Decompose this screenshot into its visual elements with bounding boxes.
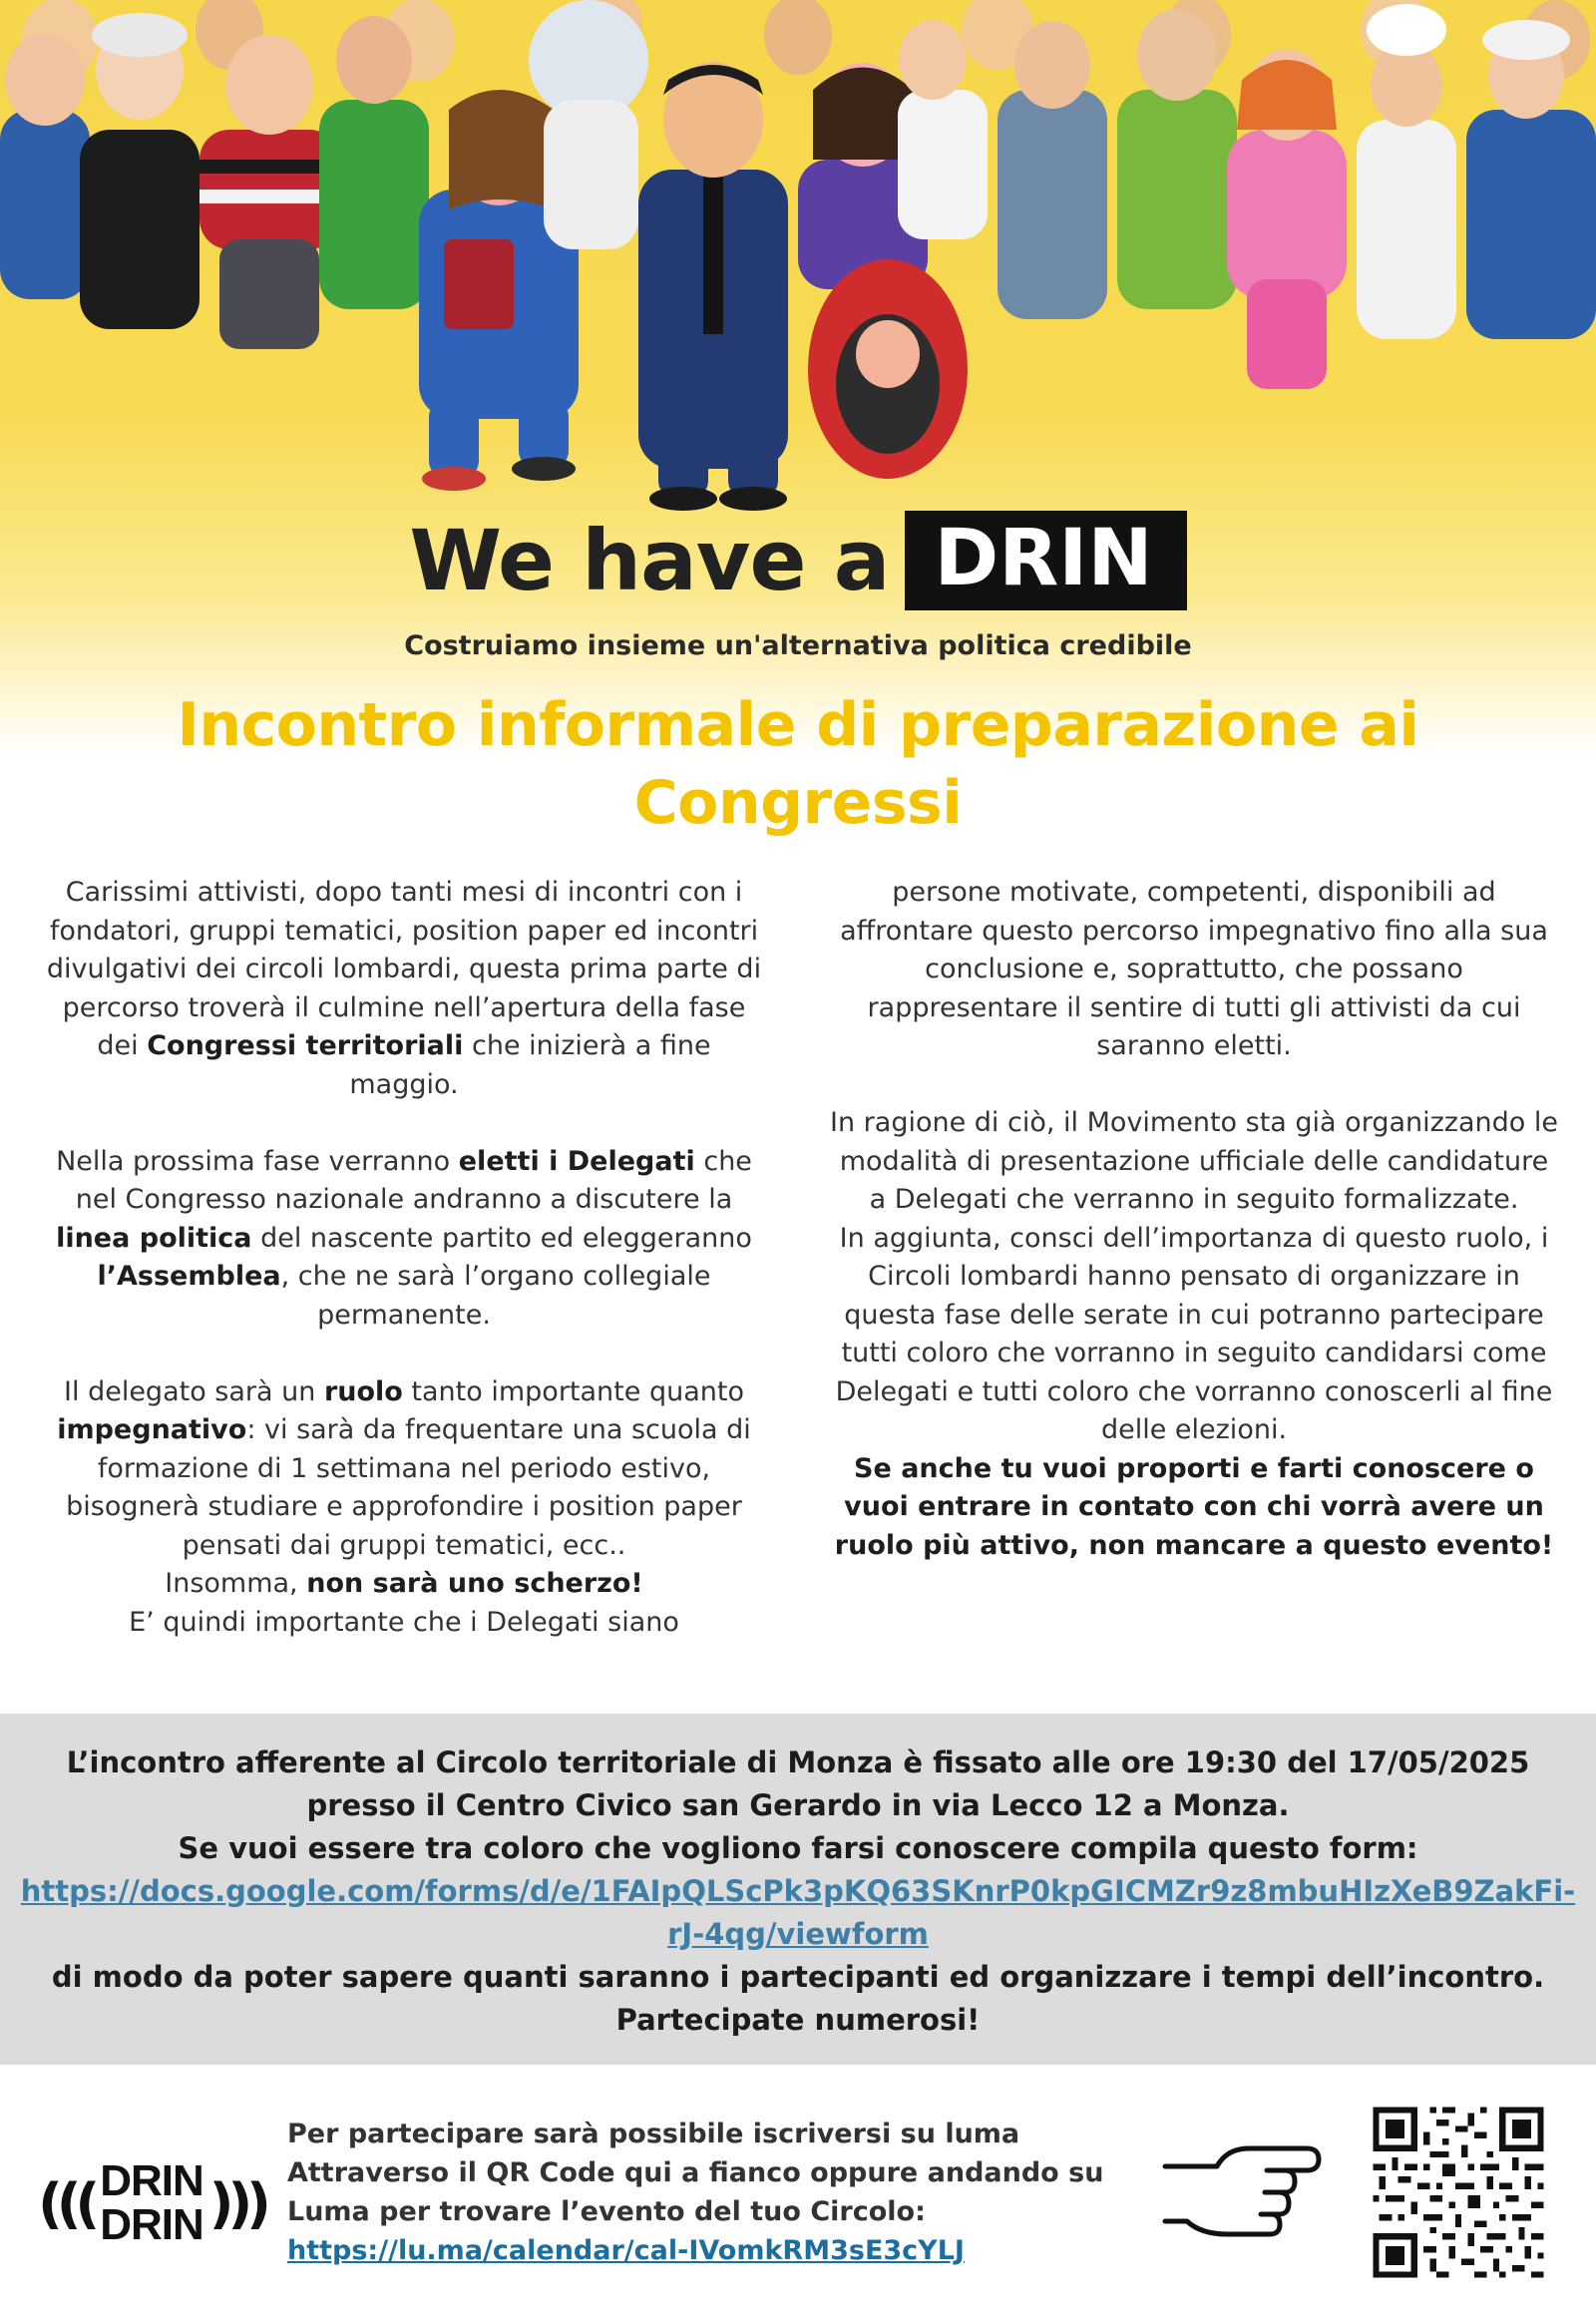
footer-line-2: Attraverso il QR Code qui a fianco oppure andando su [287,2157,1104,2188]
subtitle: Costruiamo insieme un'alternativa politica credibile [404,630,1192,661]
pointing-hand-icon [1157,2127,1327,2256]
left-paragraph-3 [40,1373,768,1566]
left-paragraph-1 [40,874,768,1104]
qr-code-icon[interactable] [1367,2101,1550,2284]
info-line-2: presso il Centro Civico san Gerardo in via Lecco 12 a Monza. [306,1788,1290,1822]
info-line-4: di modo da poter sapere quanti saranno i partecipanti ed organizzare i tempi dell’incontro. [51,1960,1545,1994]
headline-lead: We have a [409,511,890,609]
logo-word-bottom: DRIN [100,2200,203,2249]
sound-waves-right-icon: ))) [208,2171,265,2235]
bold-text: linea politica [56,1222,252,1254]
left-paragraph-5: E’ quindi importante che i Delegati siano [129,1606,679,1638]
footer-text [287,2115,1145,2270]
right-paragraph-2: In ragione di ciò, il Movimento sta già organizzando le modalità di presentazione ufficiale delle candidature a Delegati che verranno in seguito formalizzate. [830,1107,1558,1215]
info-line-5: Partecipate numerosi! [615,2003,981,2037]
text: : vi sarà da frequentare una scuola di formazione di 1 settimana nel periodo estivo, bisognerà studiare e approfondire i position paper pensati dai gruppi tematici, ecc.. [66,1414,751,1561]
google-form-link[interactable]: https://docs.google.com/forms/d/e/1FAIpQLScPk3pKQ63SKnrP0kpGICMZr9z8mbuHIzXeB9ZakFi-rJ-4qg/viewform [20,1874,1576,1951]
text: , che ne sarà l’organo collegiale permanente. [280,1261,711,1331]
form-link-wrapper [20,1870,1576,1956]
headline [0,511,1596,610]
clay-figures-illustration [0,0,1596,519]
text: Il delegato sarà un [64,1375,324,1407]
text: Nella prossima fase verranno [56,1145,459,1177]
footer-line-1: Per partecipare sarà possibile iscriversi su luma [287,2119,1020,2149]
logo-words [100,2156,203,2249]
logo-word-top: DRIN [100,2156,203,2205]
bold-text: Congressi territoriali [147,1030,464,1061]
text: del nascente partito ed eleggeranno [251,1222,752,1254]
event-title: Incontro informale di preparazione ai Congressi [177,690,1419,838]
luma-calendar-link[interactable]: https://lu.ma/calendar/cal-IVomkRM3sE3cYLJ [287,2235,965,2266]
bold-text: ruolo [323,1375,403,1407]
bold-text: impegnativo [57,1414,247,1445]
hero-banner [0,0,1596,758]
footer [0,2065,1596,2320]
right-paragraph-4 [830,1450,1558,1566]
right-paragraph-1: persone motivate, competenti, disponibili ad affrontare questo percorso impegnativo fino alla sua conclusione e, soprattutto, che possano rappresentare il sentire di tutti gli attivisti da cui saranno eletti. [840,877,1548,1061]
left-paragraph-4 [40,1565,768,1604]
body-right-column [830,874,1558,1565]
info-line-3: Se vuoi essere tra coloro che vogliono farsi conoscere compila questo form: [178,1831,1418,1865]
bold-text: Se anche tu vuoi proporti e farti conoscere o vuoi entrare in contato con chi vorrà avere un ruolo più attivo, non mancare a questo evento! [834,1452,1554,1561]
text: che inizierà a fine maggio. [349,1030,711,1100]
text: Insomma, [165,1568,307,1599]
text: tanto importante quanto [402,1375,744,1407]
right-paragraph-3: In aggiunta, consci dell’importanza di questo ruolo, i Circoli lombardi hanno pensato di organizzare in questa fase delle serate in cui potranno partecipare tutti coloro che vorranno in seguito candidarsi come Delegati e tutti coloro che vorranno conoscerli al fine delle elezioni. [835,1222,1553,1445]
drin-drin-logo [38,2148,265,2258]
bold-text: l’Assemblea [97,1261,281,1292]
sound-waves-left-icon: ((( [38,2171,95,2235]
left-paragraph-2 [40,1143,768,1336]
drin-badge: DRIN [905,511,1187,610]
info-line-1: L’incontro afferente al Circolo territoriale di Monza è fissato alle ore 19:30 del 17/05/2025 [66,1745,1530,1779]
event-info-band [0,1714,1596,2065]
bold-text: non sarà uno scherzo! [306,1568,643,1599]
footer-line-3: Luma per trovare l’evento del tuo Circolo: [287,2196,926,2227]
text: Carissimi attivisti, dopo tanti mesi di incontri con i fondatori, gruppi tematici, position paper ed incontri divulgativi dei circoli lombardi, questa prima parte di percorso troverà il culmine nell’apertura della fase dei [46,877,762,1061]
text: che nel Congresso nazionale andranno a discutere la [75,1145,752,1215]
bold-text: eletti i Delegati [458,1145,695,1177]
body-left-column [40,874,768,1642]
